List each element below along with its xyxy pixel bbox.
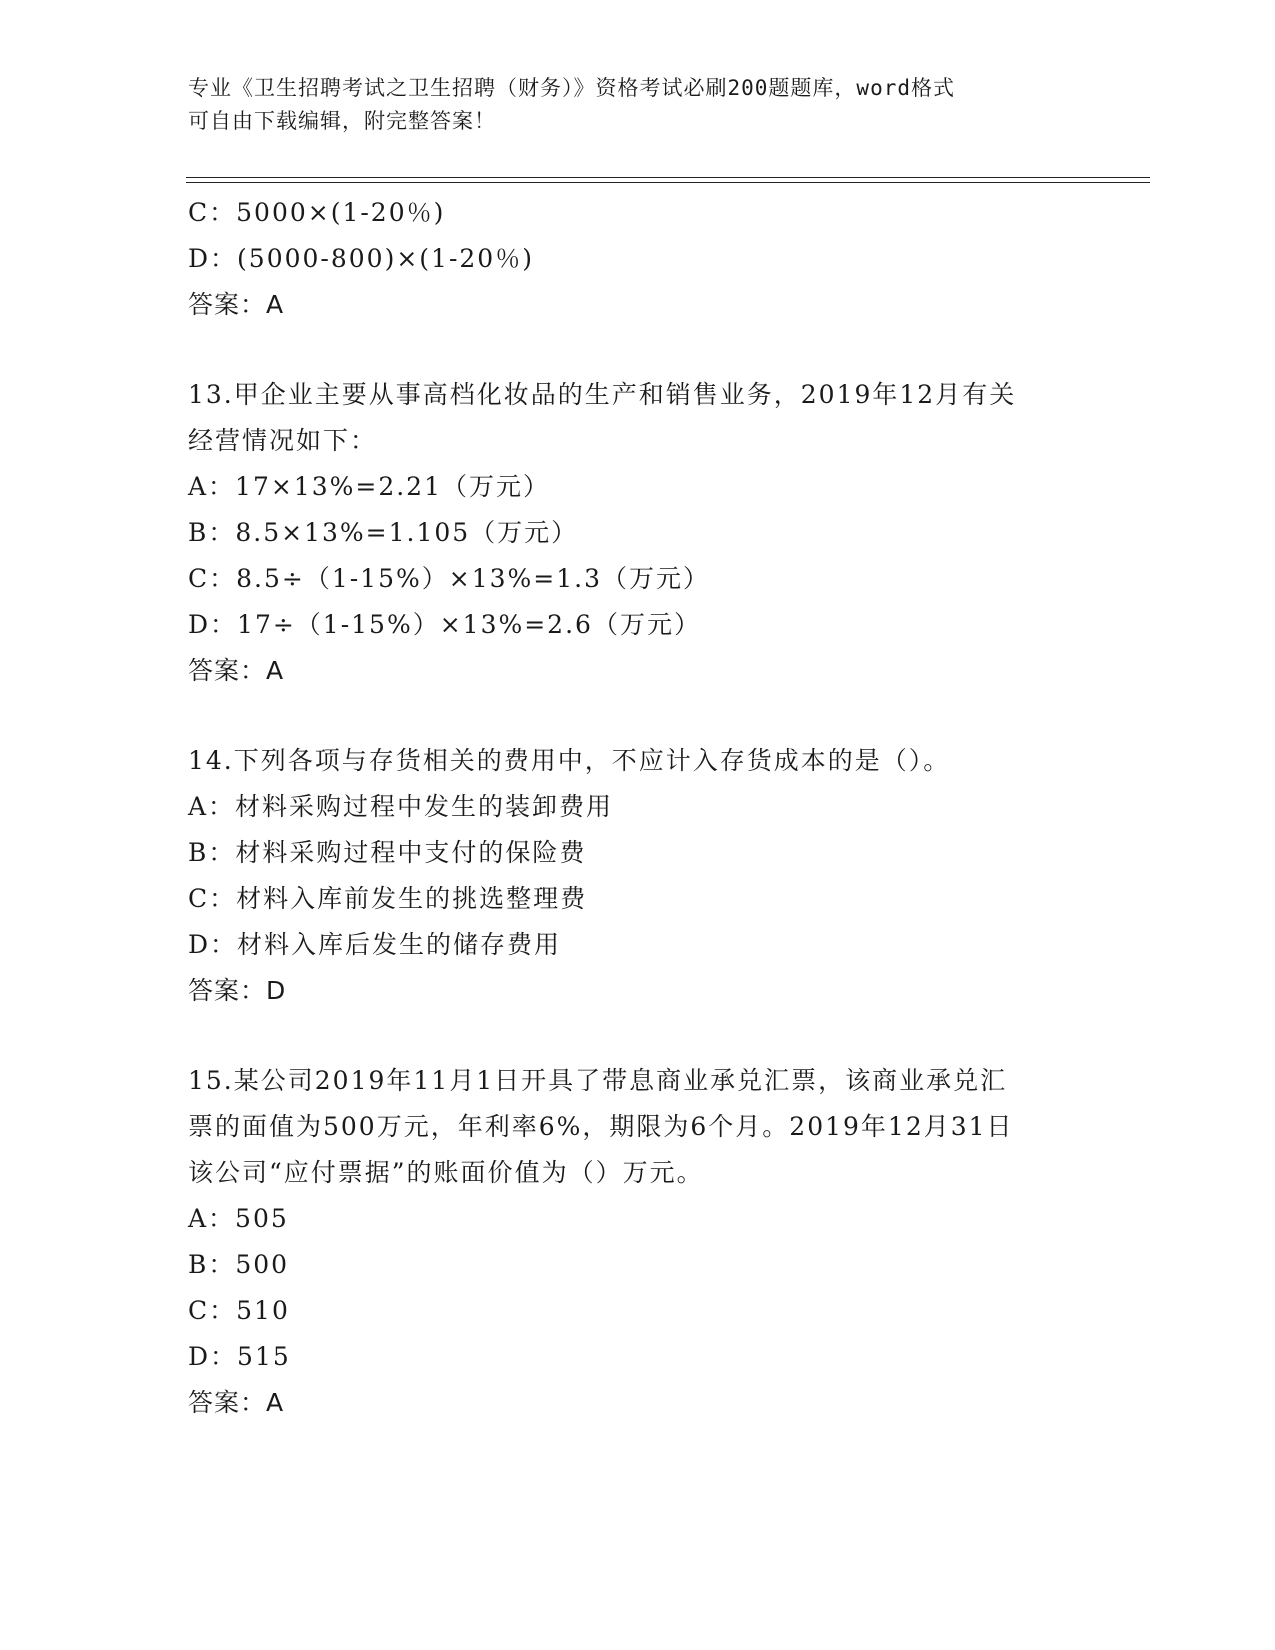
header-divider-bottom <box>186 182 1150 183</box>
question-stem: 15.某公司2019年11月1日开具了带息商业承兑汇票，该商业承兑汇 <box>188 1066 1008 1095</box>
option-b: B：材料采购过程中支付的保险费 <box>188 838 587 867</box>
answer: 答案：A <box>188 290 285 319</box>
option-c: C：材料入库前发生的挑选整理费 <box>188 884 588 913</box>
option-c: C：8.5÷（1-15%）×13%=1.3（万元） <box>188 564 710 593</box>
header-line-2: 可自由下载编辑，附完整答案！ <box>188 109 496 133</box>
question-14 <box>188 738 1088 1014</box>
question-stem: 经营情况如下： <box>188 426 378 455</box>
question-13 <box>188 372 1088 694</box>
previous-question-tail <box>188 190 1088 328</box>
question-list <box>188 190 1088 1426</box>
option-c: C：5000×(1-20％) <box>188 198 446 227</box>
question-15 <box>188 1058 1088 1426</box>
answer: 答案：D <box>188 976 287 1005</box>
option-b: B：500 <box>188 1250 290 1279</box>
question-stem: 14.下列各项与存货相关的费用中，不应计入存货成本的是（）。 <box>188 746 951 775</box>
header-divider-top <box>186 177 1150 178</box>
header-line-1: 专业《卫生招聘考试之卫生招聘（财务）》资格考试必刷200题题库，word格式 <box>188 76 955 100</box>
option-c: C：510 <box>188 1296 290 1325</box>
question-stem: 票的面值为500万元，年利率6%，期限为6个月。2019年12月31日 <box>188 1112 1014 1141</box>
question-stem: 该公司“应付票据”的账面价值为（）万元。 <box>188 1158 704 1187</box>
document-header <box>188 72 1068 138</box>
answer: 答案：A <box>188 656 285 685</box>
question-stem: 13.甲企业主要从事高档化妆品的生产和销售业务，2019年12月有关 <box>188 380 1017 409</box>
answer: 答案：A <box>188 1388 285 1417</box>
option-d: D：(5000-800)×(1-20％) <box>188 244 534 273</box>
option-a: A：材料采购过程中发生的装卸费用 <box>188 792 614 821</box>
option-d: D：515 <box>188 1342 291 1371</box>
option-d: D：17÷（1-15%）×13%=2.6（万元） <box>188 610 701 639</box>
option-a: A：505 <box>188 1204 289 1233</box>
option-b: B：8.5×13%=1.105（万元） <box>188 518 579 547</box>
option-a: A：17×13%=2.21（万元） <box>188 472 550 501</box>
option-d: D：材料入库后发生的储存费用 <box>188 930 562 959</box>
